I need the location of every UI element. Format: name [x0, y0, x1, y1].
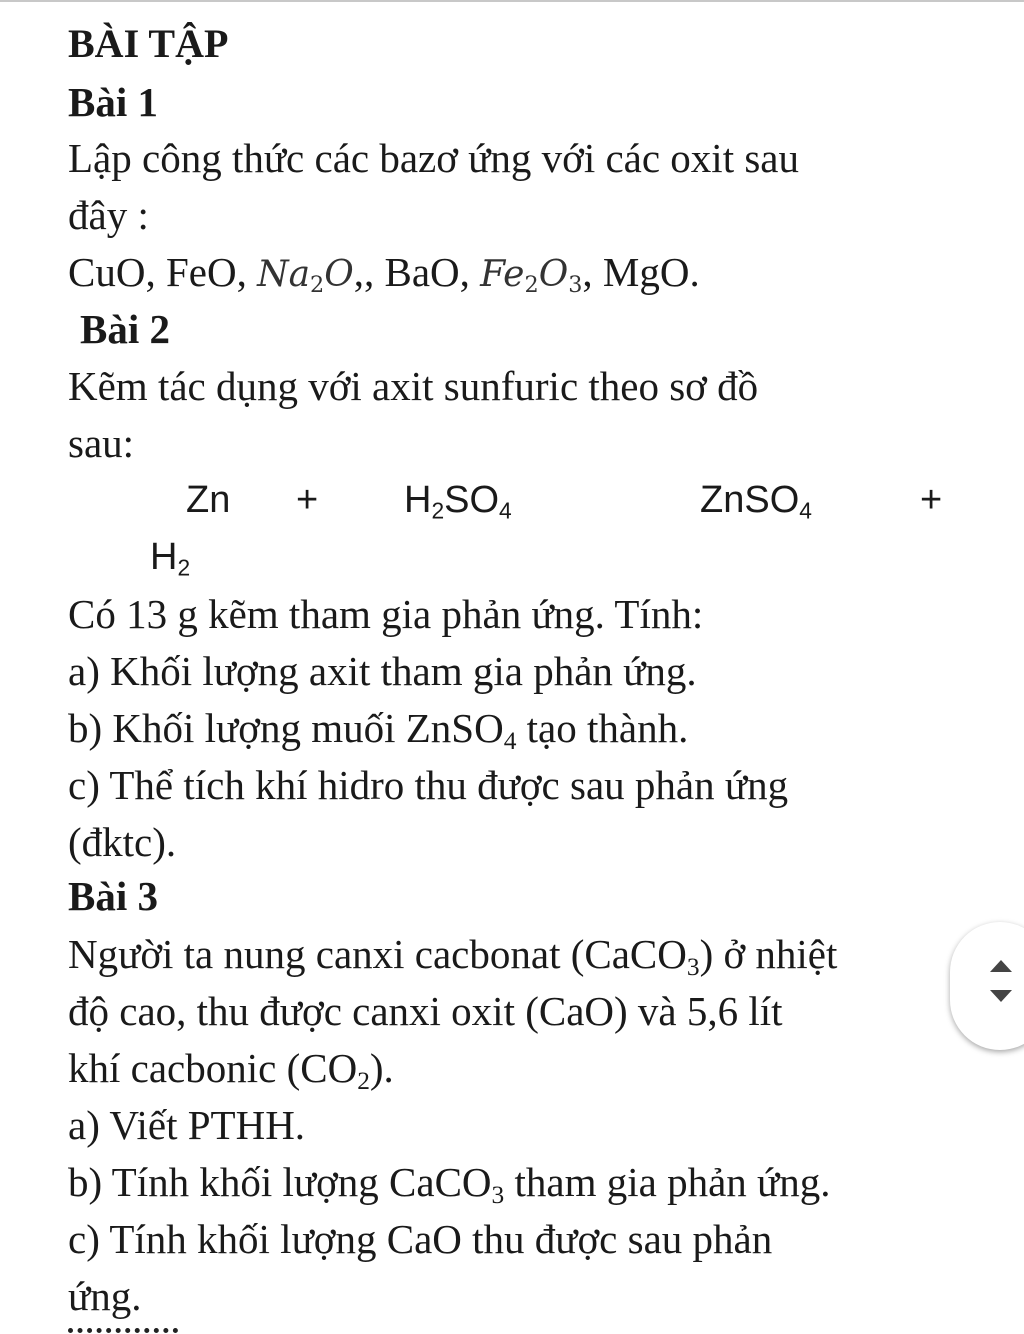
bai3-heading: Bài 3: [68, 873, 158, 919]
bai1-line2: đây :: [68, 192, 149, 238]
bai2-heading: Bài 2: [80, 306, 170, 352]
oxide-separator: ,,: [353, 249, 375, 295]
bai1-line1: Lập công thức các bazơ ứng với các oxit sau: [68, 135, 799, 181]
oxide-mgo: MgO.: [602, 249, 700, 295]
oxide-fe2o3: $Fe_2O_3$: [480, 254, 583, 299]
bai1-oxide-list: [68, 248, 700, 299]
bai3-line2: độ cao, thu được canxi oxit (CaO) và 5,6 lít: [68, 988, 783, 1034]
bai3-line1: Người ta nung canxi cacbonat (CaCO$_3$) ở nhiệt: [68, 931, 838, 982]
bai3-part-a: a) Viết PTHH.: [68, 1102, 306, 1148]
bai2-part-c-line1: c) Thể tích khí hidro thu được sau phản ứng: [68, 762, 789, 808]
bai3-part-b: b) Tính khối lượng CaCO$_3$ tham gia phản ứng.: [68, 1159, 831, 1210]
scroll-control[interactable]: [950, 922, 1024, 1050]
oxide-bao: BaO,: [384, 249, 470, 295]
oxide-cuo: CuO,: [68, 249, 156, 295]
bai2-given: Có 13 g kẽm tham gia phản ứng. Tính:: [68, 591, 704, 637]
bai1-heading: Bài 1: [68, 79, 158, 125]
bai3-part-c-line2: ứng.: [68, 1273, 142, 1319]
eq-h2so4: $H_2SO_4$: [404, 479, 512, 524]
bai2-part-c-line2: (đktc).: [68, 819, 177, 865]
page-title: BÀI TẬP: [68, 21, 229, 66]
chevron-down-icon[interactable]: [990, 990, 1012, 1002]
oxide-comma: ,: [582, 249, 593, 295]
bai2-line1: Kẽm tác dụng với axit sunfuric theo sơ đồ: [68, 363, 759, 409]
chevron-up-icon[interactable]: [990, 960, 1012, 972]
bai2-line2: sau:: [68, 420, 135, 466]
oxide-feo: FeO,: [165, 249, 247, 295]
eq-plus-1: +: [296, 479, 319, 521]
cutoff-next-heading: [68, 1322, 188, 1334]
eq-znso4: ZnSO$_4$: [700, 479, 812, 524]
eq-plus-2: +: [920, 479, 943, 521]
eq-zn: Zn: [186, 479, 231, 521]
bai2-part-a: a) Khối lượng axit tham gia phản ứng.: [68, 648, 697, 694]
bai3-line3: khí cacbonic $(CO_2)$.: [68, 1045, 394, 1096]
bai2-part-b: b) Khối lượng muối ZnSO$_4$ tạo thành.: [68, 705, 689, 756]
oxide-na2o: $Na_2O$: [257, 254, 354, 299]
eq-h2: $H_2$: [150, 536, 191, 581]
bai3-part-c-line1: c) Tính khối lượng CaO thu được sau phản: [68, 1216, 773, 1262]
